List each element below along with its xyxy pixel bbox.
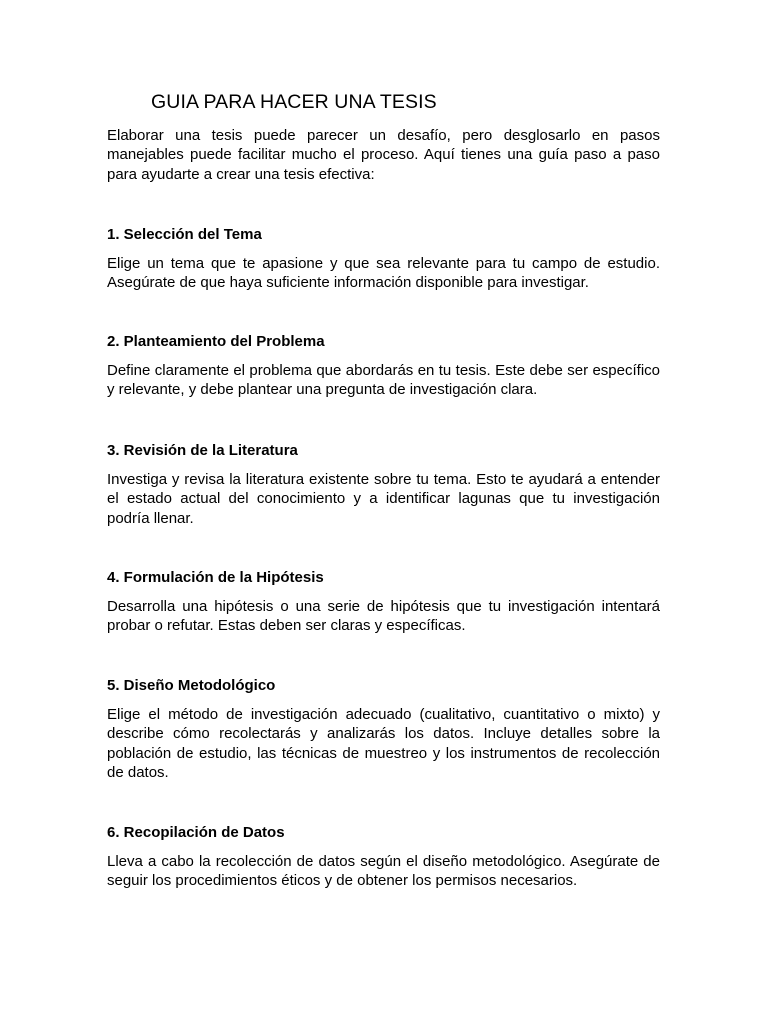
section-seleccion-del-tema [107, 225, 660, 293]
section-heading: 1. Selección del Tema [107, 226, 262, 243]
section-body: Define claramente el problema que abordarás en tu tesis. Este debe ser específico y relevante, y debe plantear una pregunta de investigación clara. [107, 362, 660, 399]
section-body: Desarrolla una hipótesis o una serie de hipótesis que tu investigación intentará probar o refutar. Estas deben ser claras y específicas. [107, 598, 660, 635]
section-body: Investiga y revisa la literatura existente sobre tu tema. Esto te ayudará a entender el estado actual del conocimiento y a identificar lagunas que tu investigación podría llenar. [107, 471, 660, 527]
section-heading: 5. Diseño Metodológico [107, 677, 276, 694]
section-diseno-metodologico [107, 676, 660, 783]
intro-paragraph: Elaborar una tesis puede parecer un desafío, pero desglosarlo en pasos manejables puede facilitar mucho el proceso. Aquí tienes una guía paso a paso para ayudarte a crear una tesis efectiva: [107, 127, 660, 183]
section-heading: 4. Formulación de la Hipótesis [107, 569, 324, 586]
section-heading: 3. Revisión de la Literatura [107, 442, 298, 459]
section-heading: 2. Planteamiento del Problema [107, 333, 325, 350]
section-formulacion-de-la-hipotesis [107, 568, 660, 636]
section-revision-de-la-literatura [107, 441, 660, 528]
section-heading: 6. Recopilación de Datos [107, 824, 285, 841]
page-title: GUIA PARA HACER UNA TESIS [151, 91, 437, 113]
section-body: Elige un tema que te apasione y que sea relevante para tu campo de estudio. Asegúrate de que haya suficiente información disponible para investigar. [107, 255, 660, 292]
section-planteamiento-del-problema [107, 332, 660, 400]
section-body: Lleva a cabo la recolección de datos según el diseño metodológico. Asegúrate de seguir los procedimientos éticos y de obtener los permisos necesarios. [107, 853, 660, 890]
section-recopilacion-de-datos [107, 823, 660, 891]
section-body: Elige el método de investigación adecuado (cualitativo, cuantitativo o mixto) y describe cómo recolectarás y analizarás los datos. Incluye detalles sobre la población de estudio, las técnicas de muestreo y los instrumentos de recolección de datos. [107, 706, 660, 782]
